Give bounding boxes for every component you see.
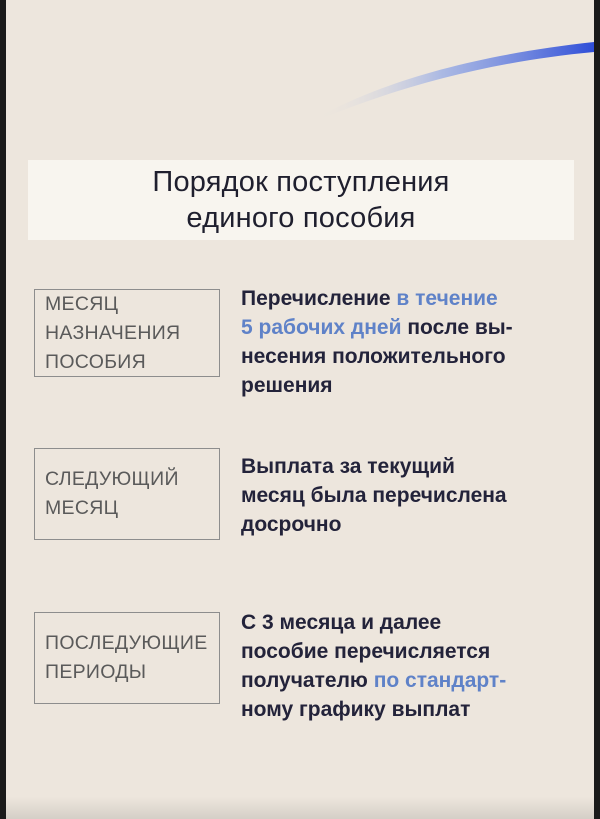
description-text: Перечисление <box>241 287 397 310</box>
description-highlight: 5 рабочих дней <box>241 316 402 339</box>
description-line: С 3 месяца и далее <box>241 611 442 634</box>
description-subsequent-periods <box>241 608 581 724</box>
decorative-swoosh <box>6 0 594 140</box>
description-text: после вы- <box>401 316 513 339</box>
description-month-of-assignment <box>241 284 581 400</box>
page-title-line-1: Порядок поступления <box>152 166 450 198</box>
title-panel <box>28 160 574 240</box>
description-line <box>241 284 581 313</box>
description-line <box>241 313 581 342</box>
label-line: СЛЕДУЮЩИЙ <box>45 468 179 490</box>
description-highlight: в течение <box>396 287 498 310</box>
infographic-page <box>6 0 594 819</box>
description-line <box>241 666 581 695</box>
description-text: получателю <box>241 669 374 692</box>
label-line: МЕСЯЦ <box>45 292 119 315</box>
description-next-month <box>241 452 581 539</box>
description-line: решения <box>241 374 333 397</box>
label-box-month-of-assignment <box>34 289 220 377</box>
description-line: Выплата за текущий <box>241 455 455 478</box>
label-box-subsequent-periods <box>34 612 220 704</box>
description-highlight: по стандарт- <box>373 669 507 692</box>
label-line: НАЗНАЧЕНИЯ <box>45 321 181 344</box>
description-line: месяц была перечислена <box>241 484 507 507</box>
description-line: пособие перечисляется <box>241 640 491 663</box>
label-line: ПЕРИОДЫ <box>45 661 147 683</box>
description-line: ному графику выплат <box>241 698 471 721</box>
description-line: несения положительного <box>241 345 506 368</box>
label-line: ПОСОБИЯ <box>45 350 146 373</box>
description-line: досрочно <box>241 513 342 536</box>
label-line: МЕСЯЦ <box>45 497 119 519</box>
label-box-next-month <box>34 448 220 540</box>
page-title-line-2: единого пособия <box>186 202 416 234</box>
label-line: ПОСЛЕДУЮЩИЕ <box>45 632 208 654</box>
